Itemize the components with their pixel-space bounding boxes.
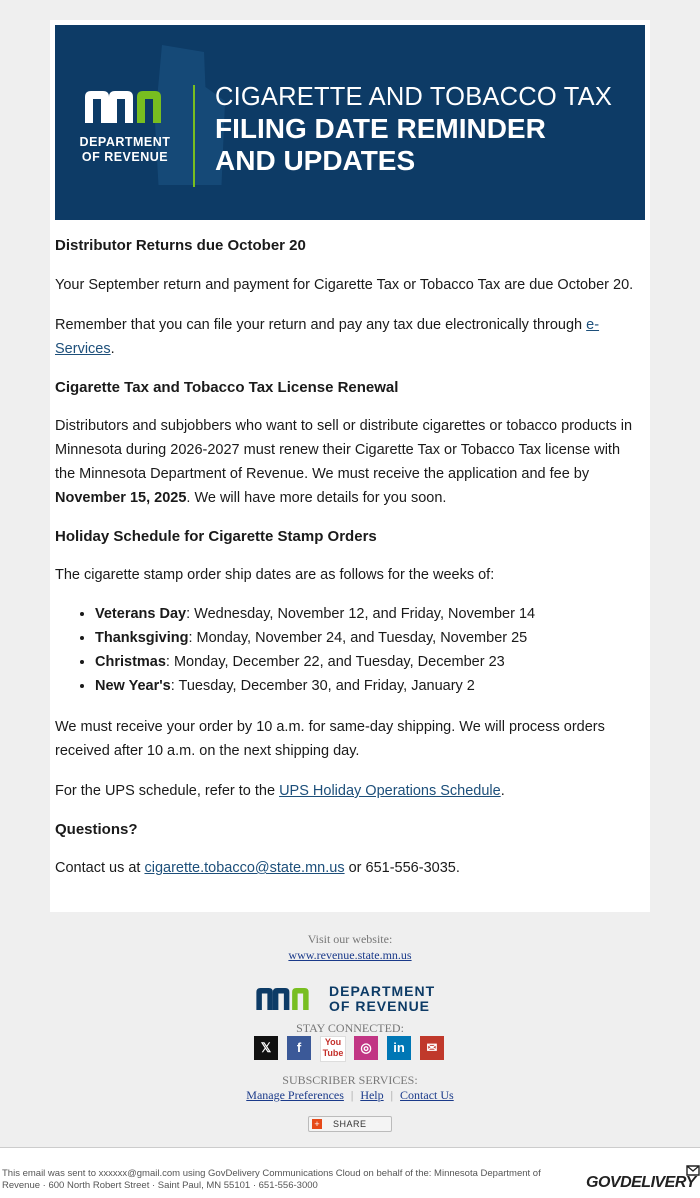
help-link[interactable]: Help: [360, 1088, 384, 1102]
envelope-icon: [686, 1164, 700, 1176]
header-banner: [55, 25, 645, 220]
order-line-2: received after 10 a.m. on the next shipping day.: [55, 743, 360, 759]
separator: |: [350, 1088, 354, 1102]
contact-phone: or 651-556-3035.: [344, 860, 460, 876]
order-deadline-text: [55, 715, 647, 763]
separator: |: [390, 1088, 394, 1102]
holiday-dates: : Monday, November 24, and Tuesday, November 25: [188, 630, 528, 646]
heading-questions: Questions?: [55, 821, 138, 838]
ups-schedule-text: [55, 779, 647, 803]
email-card: [50, 20, 650, 912]
govdelivery-footer: [0, 1147, 700, 1198]
holiday-name: Veterans Day: [95, 606, 187, 622]
ups-prefix: For the UPS schedule, refer to the: [55, 783, 280, 799]
footer-logo: [255, 983, 455, 1017]
x-icon[interactable]: 𝕏: [254, 1036, 278, 1060]
facebook-icon[interactable]: f: [287, 1036, 311, 1060]
list-item: [95, 626, 535, 650]
ups-suffix: .: [500, 783, 505, 799]
renewal-line-4: . We will have more details for you soon.: [186, 490, 447, 506]
plus-icon: +: [312, 1119, 322, 1129]
holiday-dates: : Wednesday, November 12, and Friday, November 14: [186, 606, 536, 622]
list-item: [95, 650, 535, 674]
share-button[interactable]: [308, 1116, 392, 1132]
mn-logo-icon: [83, 89, 179, 125]
banner-title-line-1: CIGARETTE AND TOBACCO TAX: [215, 83, 613, 111]
eservices-link-part-1: e-: [586, 317, 600, 333]
heading-license-renewal: Cigarette Tax and Tobacco Tax License Renewal: [55, 379, 399, 396]
renewal-line-2: Minnesota during 2026-2027 must renew their Cigarette Tax or Tobacco Tax license with: [55, 442, 621, 458]
holiday-intro-text: The cigarette stamp order ship dates are as follows for the weeks of:: [55, 567, 495, 583]
website-link-row: [0, 948, 700, 963]
banner-divider: [193, 85, 195, 187]
dept-line-1: DEPARTMENT: [79, 135, 171, 149]
eservices-prefix: Remember that you can file your return and pay any tax due electronically through: [55, 317, 587, 333]
list-item: [95, 602, 535, 626]
contact-email-link[interactable]: cigarette.tobacco@state.mn.us: [144, 860, 345, 876]
notice-line-2: Revenue · 600 North Robert Street · Saint Paul, MN 55101 · 651-556-3000: [2, 1180, 318, 1191]
eservices-text: [55, 313, 647, 361]
youtube-icon[interactable]: You Tube: [320, 1036, 346, 1062]
footer-dept-label: [329, 984, 435, 1014]
order-line-1: We must receive your order by 10 a.m. for same-day shipping. We will process orders: [55, 719, 605, 735]
subscriber-links: [0, 1088, 700, 1103]
ups-schedule-link[interactable]: UPS Holiday Operations Schedule: [279, 783, 501, 799]
renewal-deadline: November 15, 2025: [55, 490, 187, 506]
manage-preferences-link[interactable]: Manage Preferences: [246, 1088, 344, 1102]
email-icon[interactable]: ✉: [420, 1036, 444, 1060]
holiday-name: New Year's: [95, 678, 171, 694]
notice-line-1: This email was sent to xxxxxx@gmail.com using GovDelivery Communications Cloud on behalf of the: Minnesota Department of: [2, 1168, 541, 1179]
footer-dept-line-2: OF REVENUE: [329, 998, 431, 1014]
contact-text: [55, 856, 647, 880]
linkedin-icon[interactable]: in: [387, 1036, 411, 1060]
subscriber-services-label: SUBSCRIBER SERVICES:: [282, 1073, 418, 1087]
banner-title-line-3: AND UPDATES: [215, 145, 416, 176]
heading-holiday-schedule: Holiday Schedule for Cigarette Stamp Orders: [55, 528, 377, 545]
instagram-icon[interactable]: ◎: [354, 1036, 378, 1060]
eservices-link-part-2: Services: [55, 341, 111, 357]
holiday-dates: : Monday, December 22, and Tuesday, December 23: [165, 654, 505, 670]
renewal-line-1: Distributors and subjobbers who want to sell or distribute cigarettes or tobacco products in: [55, 418, 633, 434]
footer-dept-line-1: DEPARTMENT: [329, 983, 436, 999]
contact-us-link[interactable]: Contact Us: [400, 1088, 454, 1102]
mn-logo-icon: [255, 985, 321, 1013]
website-link[interactable]: www.revenue.state.mn.us: [288, 948, 412, 962]
returns-due-text: Your September return and payment for Cigarette Tax or Tobacco Tax are due October 20.: [55, 277, 634, 293]
renewal-line-3: the Minnesota Department of Revenue. We must receive the application and fee by: [55, 466, 590, 482]
visit-website-label: Visit our website:: [307, 932, 393, 946]
holiday-dates: : Tuesday, December 30, and Friday, January 2: [170, 678, 475, 694]
holiday-name: Thanksgiving: [95, 630, 189, 646]
share-label: SHARE: [333, 1119, 367, 1129]
dept-line-2: OF REVENUE: [81, 150, 169, 164]
contact-prefix: Contact us at: [55, 860, 145, 876]
sent-to-notice: [2, 1168, 572, 1192]
holiday-name: Christmas: [95, 654, 166, 670]
license-renewal-text: [55, 414, 647, 510]
department-label: [73, 135, 177, 165]
holiday-list: [55, 602, 535, 698]
heading-distributor-returns: Distributor Returns due October 20: [55, 237, 306, 254]
govdelivery-logo[interactable]: GOVDELIVERY: [586, 1174, 696, 1191]
eservices-suffix: .: [110, 341, 115, 357]
list-item: [95, 674, 535, 698]
banner-title-line-2: FILING DATE REMINDER: [215, 113, 546, 144]
stay-connected-label: STAY CONNECTED:: [296, 1021, 404, 1035]
